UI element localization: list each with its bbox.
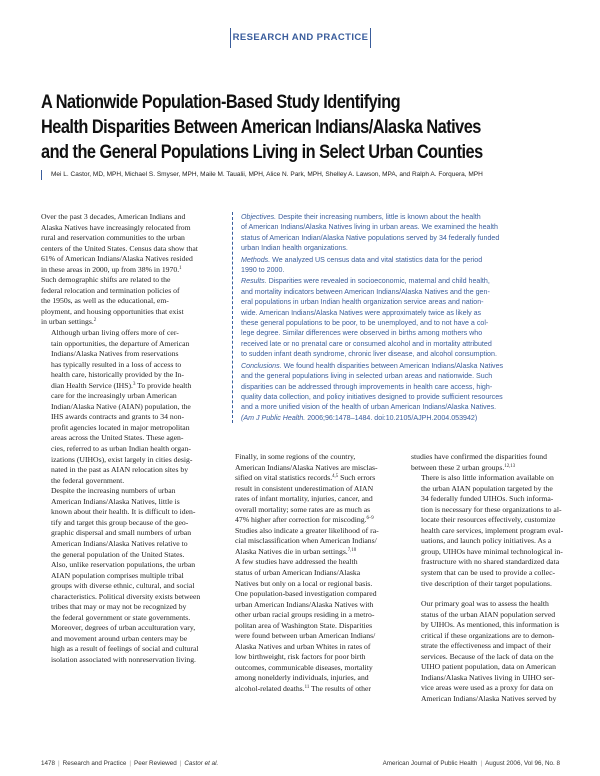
abstract-methods: Methods. We analyzed US census data and vital statistics data for the period 1990 to 2000. [241,255,483,275]
footer-review: Peer Reviewed [134,760,177,767]
body-column-3 [411,452,565,705]
paragraph: A few studies have addressed the health status of urban American Indians/Alaska Natives but only on a local or regional basis. One population-based investigation compared urban American Indians/Alaska Natives with other urban racial groups residing in a metro- politan area of Washington State. Disparities were found between urban American Indians/ Alaska Natives and urban Whites in rates of low birthweight, risk factors for poor birth outcomes, communicable diseases, mortality among nonelderly individuals, injuries, and alcohol-related deaths.$^{11}$ The results of other [235,557,377,694]
paragraph: Over the past 3 decades, American Indians and Alaska Natives have increasingly relocated from rural and reservation communities to the urban centers of the United States. Census data show that 61% of American Indians/Alaska Natives resided in these areas in 2000, up from 38% in 1970.$^1$ Such demographic shifts are related to the federal relocation and termination policies of the 1950s, as well as the educational, em- ployment, and housing opportunities that exist in urban settings.$^2$ [41,212,198,327]
footer-section: Research and Practice [62,760,127,767]
paragraph: studies have confirmed the disparities found between these 2 urban groups.$^{12,13}$ [411,452,547,472]
title-line: Health Disparities Between American Indians/Alaska Natives [41,117,481,138]
footer-journal: American Journal of Public Health [382,760,478,767]
section-tag: RESEARCH AND PRACTICE [230,28,371,48]
paragraph: Although urban living offers more of cer- tain opportunities, the departure of American Indians/Alaska Natives from reservations has typically resulted in a loss of access to health care, historically provided by the In- dian Health Service (IHS).$^3$ To provide health care for the increasingly urban American Indian/Alaska Native (AIAN) population, the IHS awards contracts and grants to 34 non- profit agencies located in major metropolitan areas across the United States. These agen- cies, referred to as urban Indian health organ- izations (UIHOs), exist largely in cities desig- nated in the past as AIAN relocation sites by the federal government. [51,328,193,485]
footer-date: August 2006, Vol 96, No. 8 [485,760,560,767]
title-line: A Nationwide Population-Based Study Identifying [41,92,401,113]
body-column-1 [41,212,209,666]
paragraph: There is also little information available on the urban AIAN population targeted by the 34 federally funded UIHOs. Such informa- tion is necessary for these organizations to al- locate their resources effectively, customize health care services, implement program eval- uations, and launch policy initiatives. As a group, UIHOs have minimal technological in- frastructure with no shared standardized data system that can be used to provide a collec- tive description of their target populations. [421,473,564,588]
footer-authors: Castor et al. [184,760,219,767]
body-column-2 [225,452,395,695]
abstract-results: Results. Disparities were revealed in socioeconomic, maternal and child health, and mortality indicators between American Indians/Alaska Natives and the gen- eral populations in urban Indian health organization service areas and nation- wide. American Indians/Alaska Natives were approximately twice as likely as these general populations to be poor, to be unemployed, and to not have a col- lege degree. Similar differences were observed in births among mothers who received late or no prenatal care or consumed alcohol and in mortality attributed to sudden infant death syndrome, chronic liver disease, and alcohol consumption. [241,277,497,359]
article-title [41,90,497,165]
paragraph: Despite the increasing numbers of urban American Indians/Alaska Natives, little is known about their health. It is difficult to iden- tify and target this group because of the geo- graphic dispersal and small numbers of urban American Indians/Alaska Natives relative to the general population of the United States. Also, unlike reservation populations, the urban AIAN population comprises multiple tribal groups with diverse ethnic, cultural, and social characteristics. Political diversity exists between tribes that may or may not be recognized by the federal government or state governments. Moreover, degrees of urban acculturation vary, and movement around urban centers may be high as a result of feelings of social and cultural isolation associated with nonreservation living. [51,486,201,664]
paragraph: Our primary goal was to assess the health status of the urban AIAN population served by UIHOs. As mentioned, this information is critical if these organizations are to demon- strate the effectiveness and impact of their services. Because of the lack of data on the UIHO patient population, data on American Indians/Alaska Natives living in UIHO ser- vice areas were used as a proxy for data on American Indians/Alaska Natives served by [421,599,560,704]
title-line: and the General Populations Living in Select Urban Counties [41,142,483,163]
abstract-box [232,212,570,423]
abstract-objectives: Objectives. Despite their increasing numbers, little is known about the health of American Indians/Alaska Natives living in urban areas. We examined the health status of American Indian/Alaska Native populations served by 34 federally funded urban Indian health organizations. [241,213,500,253]
paragraph: Finally, in some regions of the country, American Indians/Alaska Natives are misclas- sified on vital statistics records.$^{4,5}$ Such errors result in consistent underestimation of AIAN rates of infant mortality, injuries, cancer, and overall mortality; some rates are as much as 47% higher after correction for miscoding.$^{6-9}$ Studies also indicate a greater likelihood of ra- cial misclassification when American Indians/ Alaska Natives die in urban settings.$^{7,10}$ [235,452,379,556]
abstract-conclusions: Conclusions. We found health disparities between American Indians/Alaska Natives and the general populations living in selected urban areas and nationwide. Such disparities can be addressed through improvements in health care access, high- quality data collection, and policy initiatives designed to provide sufficient resources and a more unified vision of the health of urban American Indians/Alaska Natives. (Am J Public Health. 2006;96:1478–1484. doi:10.2105/AJPH.2004.053942) [241,361,570,423]
abstract-citation: (Am J Public Health. 2006;96:1478–1484. doi:10.2105/AJPH.2004.053942) [241,413,478,422]
page-number: 1478 [41,760,56,767]
author-list: Mei L. Castor, MD, MPH, Michael S. Smyser, MPH, Maile M. Taualii, MPH, Alice N. Park, MPH, Shelley A. Lawson, MPA, and Ralph A. Forquera, MPH [41,170,560,180]
